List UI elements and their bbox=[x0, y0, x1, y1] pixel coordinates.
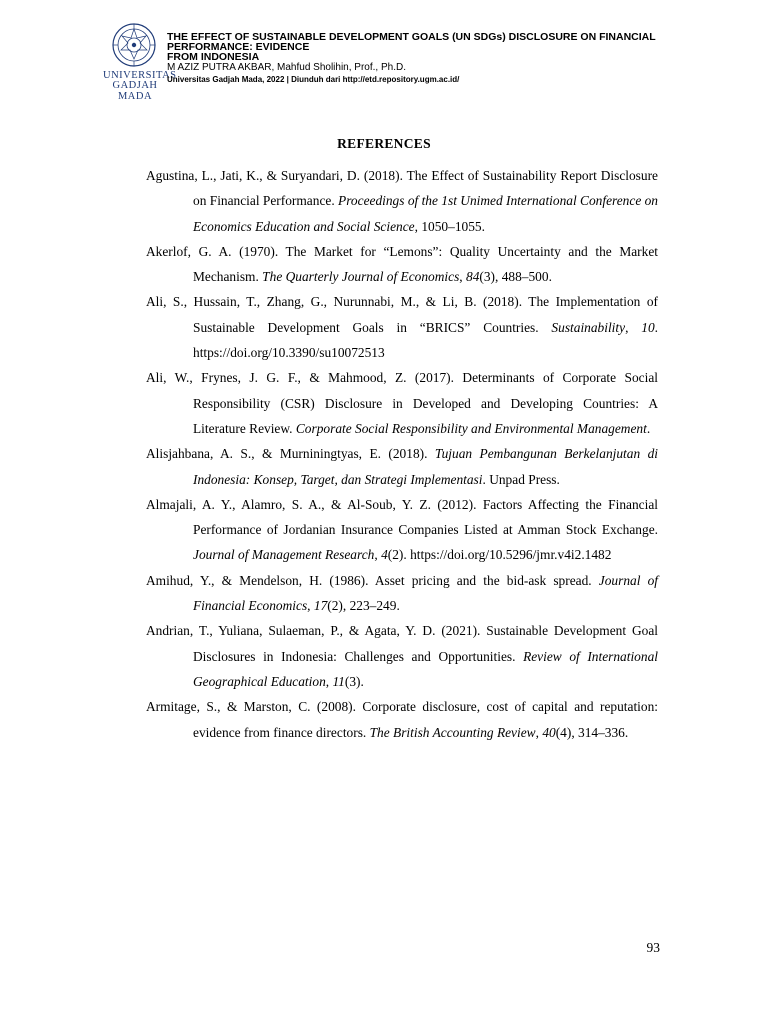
reference-segment: , bbox=[625, 319, 642, 335]
reference-entry bbox=[146, 694, 658, 745]
reference-italic-segment: 40 bbox=[542, 724, 556, 740]
reference-entry bbox=[146, 289, 658, 365]
reference-italic-segment: Tujuan Pembangunan Berkelanjutan di Indonesia: Konsep, Target, dan Strategi Implementasi bbox=[193, 446, 658, 487]
university-seal-icon bbox=[109, 22, 159, 70]
source-line: Universitas Gadjah Mada, 2022 | Diunduh dari http://etd.repository.ugm.ac.id/ bbox=[167, 75, 460, 84]
reference-list bbox=[146, 163, 658, 745]
reference-entry bbox=[146, 618, 658, 694]
reference-segment: Akerlof, G. A. (1970). The Market for “Lemons”: Quality Uncertainty and the Market Mechanism. bbox=[146, 243, 658, 285]
reference-italic-segment: The British Accounting Review bbox=[369, 724, 536, 740]
logo-text-line2: GADJAH MADA bbox=[112, 80, 158, 102]
reference-italic-segment: 10 bbox=[641, 319, 655, 335]
reference-segment: , bbox=[307, 598, 314, 614]
logo-text-line1: UNIVERSITAS bbox=[103, 70, 177, 81]
reference-segment: Andrian, T., Yuliana, Sulaeman, P., & Agata, Y. D. (2021). Sustainable Development Goal Disclosures in Indonesia: Challenges and Opportunities. bbox=[146, 623, 658, 664]
reference-entry bbox=[146, 163, 658, 239]
reference-segment: Ali, W., Frynes, J. G. F., & Mahmood, Z. (2017). Determinants of Corporate Social Responsibility (CSR) Disclosure in Developed and Developing Countries: A Literature Review. bbox=[146, 370, 658, 436]
reference-segment: (2), 223–249. bbox=[327, 598, 400, 614]
page-number: 93 bbox=[646, 940, 660, 955]
reference-italic-segment: The Quarterly Journal of Economics bbox=[262, 269, 460, 285]
reference-italic-segment: Journal of Management Research bbox=[193, 547, 375, 563]
reference-segment: Almajali, A. Y., Alamro, S. A., & Al-Soub, Y. Z. (2012). Factors Affecting the Financial Performance of Jordanian Insurance Companies Listed at Amman Stock Exchange. bbox=[146, 496, 658, 538]
reference-segment: (4), 314–336. bbox=[555, 724, 629, 740]
section-heading: REFERENCES bbox=[337, 136, 431, 151]
reference-entry bbox=[146, 239, 658, 290]
reference-segment: (3), 488–500. bbox=[479, 269, 552, 285]
reference-segment: , bbox=[325, 673, 333, 689]
page-header bbox=[103, 22, 743, 102]
reference-entry bbox=[146, 365, 658, 441]
reference-italic-segment: 84 bbox=[466, 269, 480, 285]
reference-italic-segment: 11 bbox=[332, 673, 345, 689]
reference-segment: Agustina, L., Jati, K., & Suryandari, D. (2018). The Effect of Sustainability Report Disclosure on Financial Performance. bbox=[146, 168, 658, 209]
reference-italic-segment: Sustainability bbox=[551, 319, 626, 335]
header-text bbox=[167, 32, 747, 86]
reference-segment: . Unpad Press. bbox=[482, 471, 560, 487]
reference-italic-segment: Corporate Social Responsibility and Environmental Management bbox=[295, 420, 647, 436]
reference-segment: (3). bbox=[344, 673, 364, 689]
reference-segment: , bbox=[535, 724, 543, 740]
university-logo bbox=[103, 22, 177, 102]
reference-entry bbox=[146, 441, 658, 492]
reference-italic-segment: 17 bbox=[313, 598, 328, 614]
reference-segment: , 1050–1055. bbox=[414, 218, 485, 234]
reference-segment: , bbox=[459, 269, 466, 285]
reference-segment: (2). https://doi.org/10.5296/jmr.v4i2.1482 bbox=[387, 547, 612, 563]
thesis-title-line1: THE EFFECT OF SUSTAINABLE DEVELOPMENT GOALS (UN SDGs) DISCLOSURE ON FINANCIAL bbox=[167, 31, 656, 43]
reference-segment: Ali, S., Hussain, T., Zhang, G., Nurunnabi, M., & Li, B. (2018). The Implementation of Sustainable Development Goals in “BRICS” Countries. bbox=[146, 294, 658, 335]
reference-segment: . bbox=[646, 420, 651, 436]
reference-segment: , bbox=[374, 547, 382, 563]
thesis-title-line3: FROM INDONESIA bbox=[167, 51, 260, 63]
reference-segment: . https://doi.org/10.3390/su10072513 bbox=[193, 319, 658, 361]
authors: M AZIZ PUTRA AKBAR, Mahfud Sholihin, Prof., Ph.D. bbox=[167, 62, 406, 73]
reference-italic-segment: Review of International Geographical Education bbox=[193, 648, 658, 689]
reference-segment: Alisjahbana, A. S., & Murniningtyas, E. (2018). bbox=[146, 446, 435, 462]
thesis-title-line2: PERFORMANCE: EVIDENCE bbox=[167, 41, 310, 53]
reference-entry bbox=[146, 568, 658, 619]
reference-entry bbox=[146, 492, 658, 568]
reference-italic-segment: 4 bbox=[381, 547, 388, 563]
reference-segment: Armitage, S., & Marston, C. (2008). Corporate disclosure, cost of capital and reputation: evidence from finance directors. bbox=[146, 699, 658, 740]
reference-italic-segment: Journal of Financial Economics bbox=[193, 572, 658, 614]
reference-italic-segment: Proceedings of the 1st Unimed International Conference on Economics Education and Social Science bbox=[193, 193, 659, 234]
reference-segment: Amihud, Y., & Mendelson, H. (1986). Asset pricing and the bid-ask spread. bbox=[146, 572, 599, 588]
